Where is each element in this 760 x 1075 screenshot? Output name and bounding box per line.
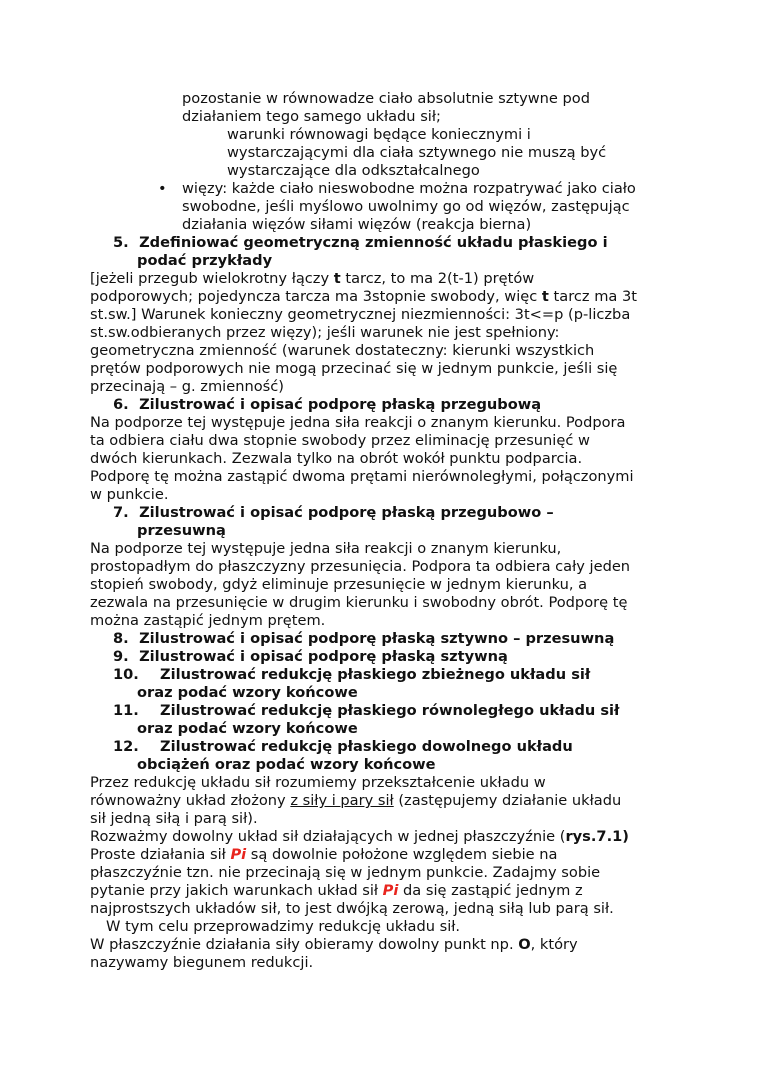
heading-number: 11. [113, 702, 139, 719]
text-line [90, 936, 670, 954]
pole-symbol-o: O [518, 936, 531, 953]
text-span: , który [530, 936, 578, 953]
text-line: działaniem tego samego układu sił; [182, 108, 441, 125]
bullet-item [90, 180, 670, 198]
force-symbol-pi: Pi [230, 846, 247, 863]
heading-q8 [90, 630, 670, 648]
heading-text: Zilustrować redukcję płaskiego zbieżnego układu sił [160, 666, 591, 683]
text-span: W płaszczyźnie działania siły obieramy dowolny punkt np. [90, 936, 519, 953]
heading-q10 [90, 666, 670, 684]
text-line: dwóch kierunkach. Zezwala tylko na obrót wokół punktu podparcia. [90, 450, 583, 467]
text-line: geometryczna zmienność (warunek dostateczny: kierunki wszystkich [90, 342, 595, 359]
text-span: Rozważmy dowolny układ sił działających w jednej płaszczyźnie ( [90, 828, 566, 845]
text-line: st.sw.odbieranych przez więzy); jeśli warunek nie jest spełniony: [90, 324, 560, 341]
text-span: pytanie przy jakich warunkach układ sił [90, 882, 383, 899]
text-line [90, 882, 670, 900]
text-line: st.sw.] Warunek konieczny geometrycznej niezmienności: 3t<=p (p-liczba [90, 306, 631, 323]
text-span: Proste działania sił [90, 846, 231, 863]
text-line: w punkcie. [90, 486, 169, 503]
heading-number: 5. [113, 234, 129, 251]
heading-text: oraz podać wzory końcowe [137, 684, 358, 701]
text-line: wystarczającymi dla ciała sztywnego nie muszą być [227, 144, 607, 161]
bold-t: t [541, 288, 549, 305]
text-line [90, 792, 670, 810]
text-line: Podporę tę można zastąpić dwoma prętami nierównoległymi, połączonymi [90, 468, 634, 485]
text-line: stopień swobody, gdyż eliminuje przesunięcie w jednym kierunku, a [90, 576, 588, 593]
text-line: płaszczyźnie tzn. nie przecinają się w jednym punkcie. Zadajmy sobie [90, 864, 601, 881]
text-line: nazywamy biegunem redukcji. [90, 954, 314, 971]
heading-q7 [90, 504, 670, 522]
heading-q5 [90, 234, 670, 252]
text-line: prętów podporowych nie mogą przecinać się w jednym punkcie, jeśli się [90, 360, 618, 377]
text-span: tarcz ma 3t [548, 288, 638, 305]
heading-text: Zilustrować i opisać podporę płaską sztywną [139, 648, 508, 665]
text-line [90, 288, 670, 306]
text-line: swobodne, jeśli myślowo uwolnimy go od więzów, zastępując [182, 198, 630, 215]
text-line: zezwala na przesunięcie w drugim kierunku i swobodny obrót. Podporę tę [90, 594, 628, 611]
heading-text: przesuwną [137, 522, 226, 539]
text-span: są dowolnie położone względem siebie na [246, 846, 558, 863]
text-line: pozostanie w równowadze ciało absolutnie sztywne pod [182, 90, 590, 107]
heading-number: 12. [113, 738, 139, 755]
heading-text: Zdefiniować geometryczną zmienność układu płaskiego i [139, 234, 608, 251]
text-line: Na podporze tej występuje jedna siła reakcji o znanym kierunku. Podpora [90, 414, 626, 431]
text-line: przecinają – g. zmienność) [90, 378, 284, 395]
text-span: (zastępujemy działanie układu [393, 792, 622, 809]
heading-number: 7. [113, 504, 129, 521]
text-line: sił jedną siłą i parą sił). [90, 810, 258, 827]
text-line: warunki równowagi będące koniecznymi i [227, 126, 531, 143]
text-span: [jeżeli przegub wielokrotny łączy [90, 270, 334, 287]
text-line: najprostszych układów sił, to jest dwójką zerową, jedną siłą lub parą sił. [90, 900, 614, 917]
figure-reference: rys.7.1) [565, 828, 629, 845]
heading-text: Zilustrować i opisać podporę płaską przegubową [139, 396, 542, 413]
heading-number: 10. [113, 666, 139, 683]
bold-t: t [333, 270, 341, 287]
heading-text: Zilustrować redukcję płaskiego równoległego układu sił [160, 702, 620, 719]
heading-q9 [90, 648, 670, 666]
text-span: równoważny układ złożony [90, 792, 291, 809]
force-symbol-pi: Pi [382, 882, 399, 899]
text-line [90, 270, 670, 288]
text-span: podporowych; pojedyncza tarcza ma 3stopnie swobody, więc [90, 288, 542, 305]
heading-q6 [90, 396, 670, 414]
heading-text: Zilustrować i opisać podporę płaską sztywno – przesuwną [139, 630, 615, 647]
text-line: prostopadłym do płaszczyzny przesunięcia. Podpora ta odbiera cały jeden [90, 558, 631, 575]
text-line: więzy: każde ciało nieswobodne można rozpatrywać jako ciało [182, 180, 636, 197]
text-span: da się zastąpić jednym z [398, 882, 583, 899]
heading-q11 [90, 702, 670, 720]
underlined-text: z siły i pary sił [290, 792, 394, 809]
text-line: można zastąpić jednym prętem. [90, 612, 326, 629]
text-line: W tym celu przeprowadzimy redukcję układu sił. [106, 918, 461, 935]
text-line [90, 846, 670, 864]
heading-number: 9. [113, 648, 129, 665]
text-line: Na podporze tej występuje jedna siła reakcji o znanym kierunku, [90, 540, 562, 557]
document-content [90, 90, 670, 972]
heading-text: Zilustrować redukcję płaskiego dowolnego układu [160, 738, 573, 755]
text-line: wystarczające dla odkształcalnego [227, 162, 480, 179]
text-line [90, 828, 670, 846]
heading-text: obciążeń oraz podać wzory końcowe [137, 756, 436, 773]
heading-text: oraz podać wzory końcowe [137, 720, 358, 737]
heading-number: 8. [113, 630, 129, 647]
text-line: działania więzów siłami więzów (reakcja bierna) [182, 216, 532, 233]
heading-text: Zilustrować i opisać podporę płaską przegubowo – [139, 504, 554, 521]
heading-number: 6. [113, 396, 129, 413]
text-line: Przez redukcję układu sił rozumiemy przekształcenie układu w [90, 774, 546, 791]
heading-text: podać przykłady [137, 252, 273, 269]
heading-q12 [90, 738, 670, 756]
text-line: ta odbiera ciału dwa stopnie swobody przez eliminację przesunięć w [90, 432, 590, 449]
bullet-icon: • [158, 180, 167, 197]
text-span: tarcz, to ma 2(t-1) prętów [340, 270, 535, 287]
